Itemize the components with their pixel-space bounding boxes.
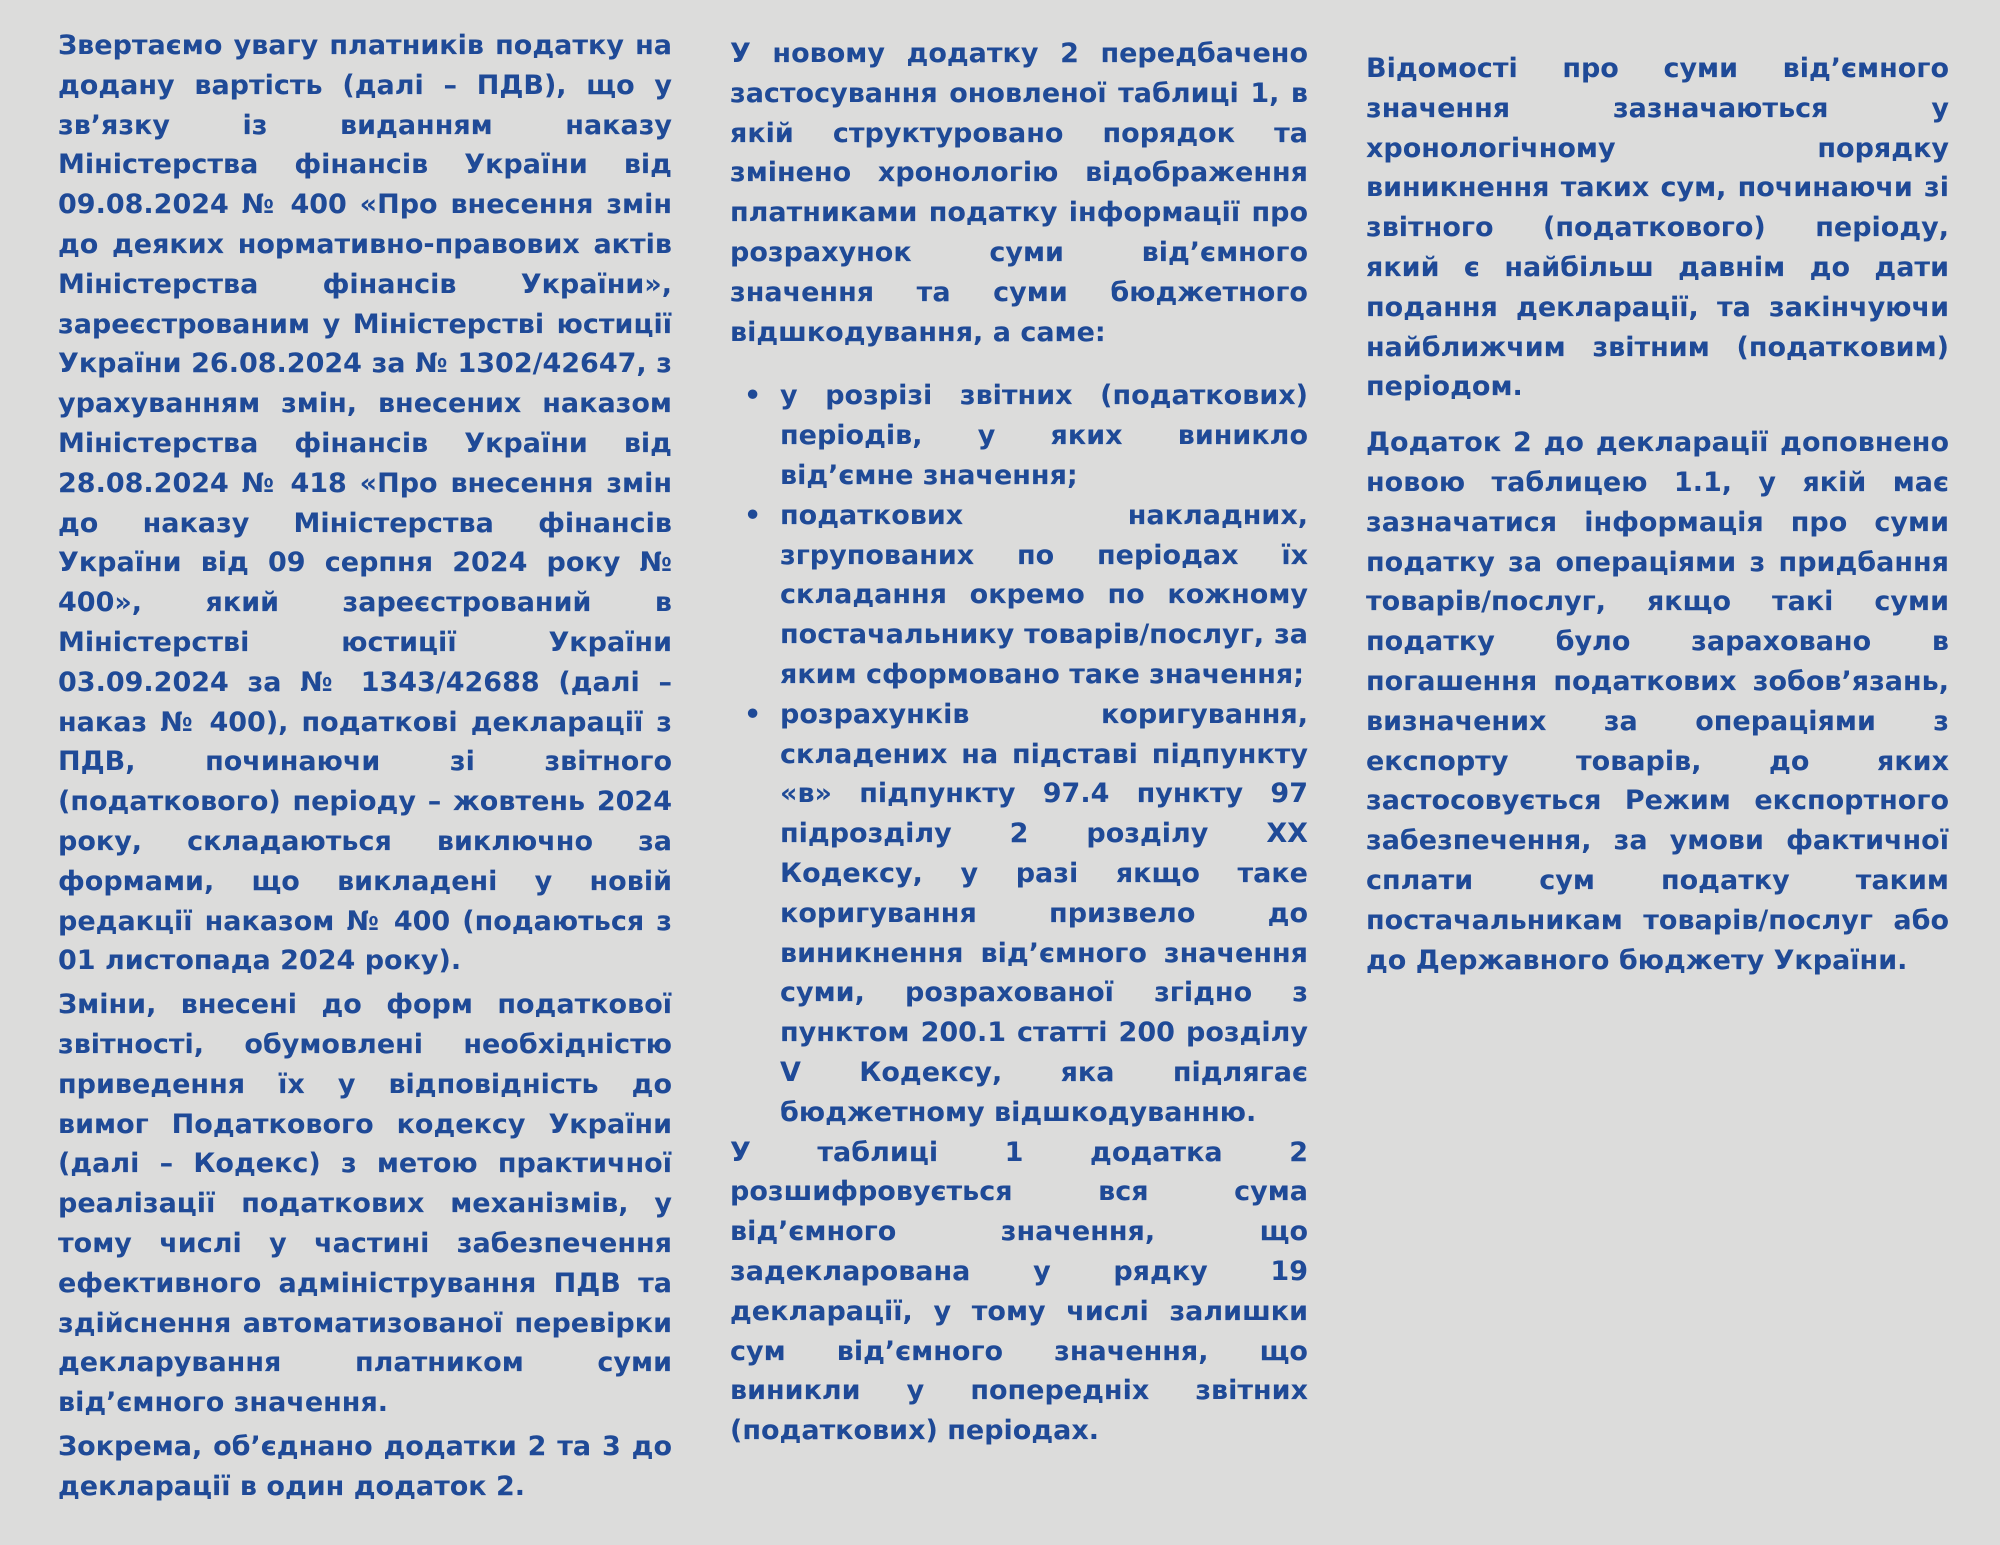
list-item-text: розрахунків коригування, складених на підставі підпункту «в» підпункту 97.4 пункту 97 підрозділу 2 розділу XX Кодексу, у разі якщо таке коригування призвело до виникнення від’ємного значення суми, розрахованої згідно з пунктом 200.1 статті 200 розділу V Кодексу, яка підлягає бюджетному відшкодуванню. — [780, 698, 1308, 1128]
bullet-dot-icon: • — [744, 499, 762, 531]
list-item — [744, 496, 1308, 695]
column-left — [58, 26, 672, 1506]
paragraph-table-decoding: У таблиці 1 додатка 2 розшифровується вся сума від’ємного значення, що задекларована у рядку 19 декларації, у тому числі залишки сум від’ємного значення, що виникли у попередніх звітних (податкових) періодах. — [730, 1136, 1308, 1447]
list-item — [744, 376, 1308, 495]
bullet-dot-icon: • — [744, 380, 762, 412]
paragraph-new-appendix-intro: У новому додатку 2 передбачено застосування оновленої таблиці 1, в якій структуровано порядок та змінено хронологію відображення платниками податку інформації про розрахунок суми від’ємного значення та суми бюджетного відшкодування, а саме: — [730, 38, 1308, 348]
list-item-text: у розрізі звітних (податкових) періодів, у яких виникло від’ємне значення; — [780, 380, 1308, 491]
column-middle — [730, 34, 1308, 1451]
column-right — [1366, 49, 1949, 980]
list-item-text: податкових накладних, згрупованих по періодах їх складання окремо по кожному постачальнику товарів/послуг, за яким сформовано таке значення; — [780, 499, 1308, 690]
bullet-list — [730, 376, 1308, 1132]
paragraph-changes-reason: Зміни, внесені до форм податкової звітності, обумовлені необхідністю приведення їх у відповідність до вимог Податкового кодексу України (далі – Кодекс) з метою практичної реалізації податкових механізмів, у тому числі у частині забезпечення ефективного адміністрування ПДВ та здійснення автоматизованої перевірки декларування платником суми від’ємного значення. — [58, 989, 672, 1419]
bullet-dot-icon: • — [744, 698, 762, 730]
list-item — [744, 695, 1308, 1133]
paragraph-merged-appendices: Зокрема, об’єднано додатки 2 та 3 до декларації в один додаток 2. — [58, 1430, 672, 1502]
paragraph-new-table: Додаток 2 до декларації доповнено новою таблицею 1.1, у якій має зазначатися інформація про суми податку за операціями з придбання товарів/послуг, якщо такі суми податку було зараховано в погашення податкових зобов’язань, визначених за операціями з експорту товарів, до яких застосовується Режим експортного забезпечення, за умови фактичної сплати сум податку таким постачальникам товарів/послуг або до Державного бюджету України. — [1366, 427, 1949, 976]
paragraph-chronology: Відомості про суми від’ємного значення зазначаються у хронологічному порядку виникнення таких сум, починаючи зі звітного (податкового) періоду, який є найбільш давнім до дати подання декларації, та закінчуючи найближчим звітним (податковим) періодом. — [1366, 53, 1949, 403]
paragraph-intro-notice: Звертаємо увагу платників податку на додану вартість (далі – ПДВ), що у зв’язку із виданням наказу Міністерства фінансів України від 09.08.2024 № 400 «Про внесення змін до деяких нормативно-правових актів Міністерства фінансів України», зареєстрованим у Міністерстві юстиції України 26.08.2024 за № 1302/42647, з урахуванням змін, внесених наказом Міністерства фінансів України від 28.08.2024 № 418 «Про внесення змін до наказу Міністерства фінансів України від 09 серпня 2024 року № 400», який зареєстрований в Міністерстві юстиції України 03.09.2024 за № 1343/42688 (далі – наказ № 400), податкові декларації з ПДВ, починаючи зі звітного (податкового) періоду – жовтень 2024 року, складаються виключно за формами, що викладені у новій редакції наказом № 400 (подаються з 01 листопада 2024 року). — [58, 30, 672, 977]
